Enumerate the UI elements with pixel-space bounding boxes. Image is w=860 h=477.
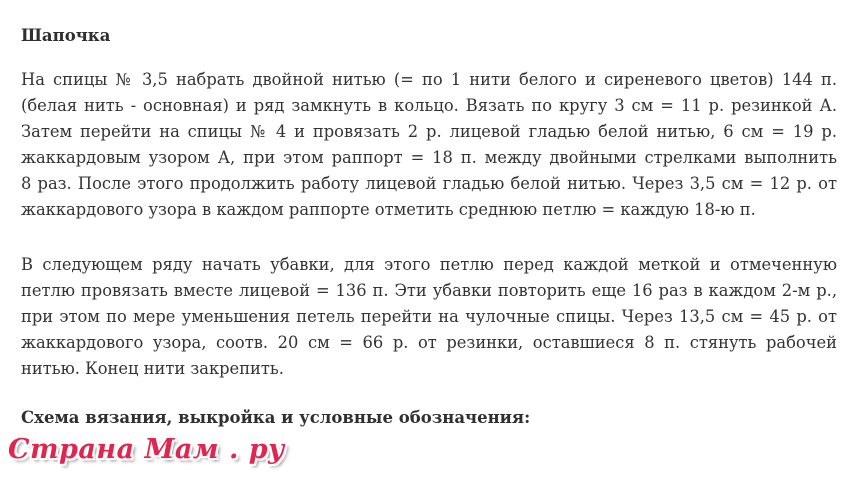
text-line: нитью. Конец нити закрепить.	[21, 359, 284, 378]
text-line: петлю провязать вместе лицевой = 136 п. Эти убавки повторить еще 16 раз в каждом 2-м р.,	[21, 281, 837, 300]
text-line: (белая нить - основная) и ряд замкнуть в кольцо. Вязать по кругу 3 см = 11 р. резинкой А.	[21, 96, 837, 115]
paragraph-cast-on	[21, 67, 837, 223]
text-line: жаккардовым узором А, при этом раппорт = 18 п. между двойными стрелками выполнить	[21, 148, 837, 167]
text-line: На спицы № 3,5 набрать двойной нитью (= по 1 нити белого и сиреневого цветов) 144 п.	[21, 70, 837, 89]
text-line: Затем перейти на спицы № 4 и провязать 2 р. лицевой гладью белой нитью, 6 см = 19 р.	[21, 122, 837, 141]
paragraph-decreases	[21, 252, 837, 382]
article-title: Шапочка	[21, 26, 111, 45]
section-subheading: Схема вязания, выкройка и условные обозначения:	[21, 408, 531, 427]
text-line: жаккардового узора в каждом раппорте отметить среднюю петлю = каждую 18-ю п.	[21, 200, 756, 219]
text-line: В следующем ряду начать убавки, для этого петлю перед каждой меткой и отмеченную	[21, 255, 837, 274]
text-line: при этом по мере уменьшения петель перейти на чулочные спицы. Через 13,5 см = 45 р. от	[21, 307, 837, 326]
site-watermark: Страна Мам . ру	[8, 434, 285, 465]
text-line: жаккардового узора, соотв. 20 см = 66 р. от резинки, оставшиеся 8 п. стянуть рабочей	[21, 333, 837, 352]
text-line: 8 раз. После этого продолжить работу лицевой гладью белой нитью. Через 3,5 см = 12 р. от	[21, 174, 837, 193]
